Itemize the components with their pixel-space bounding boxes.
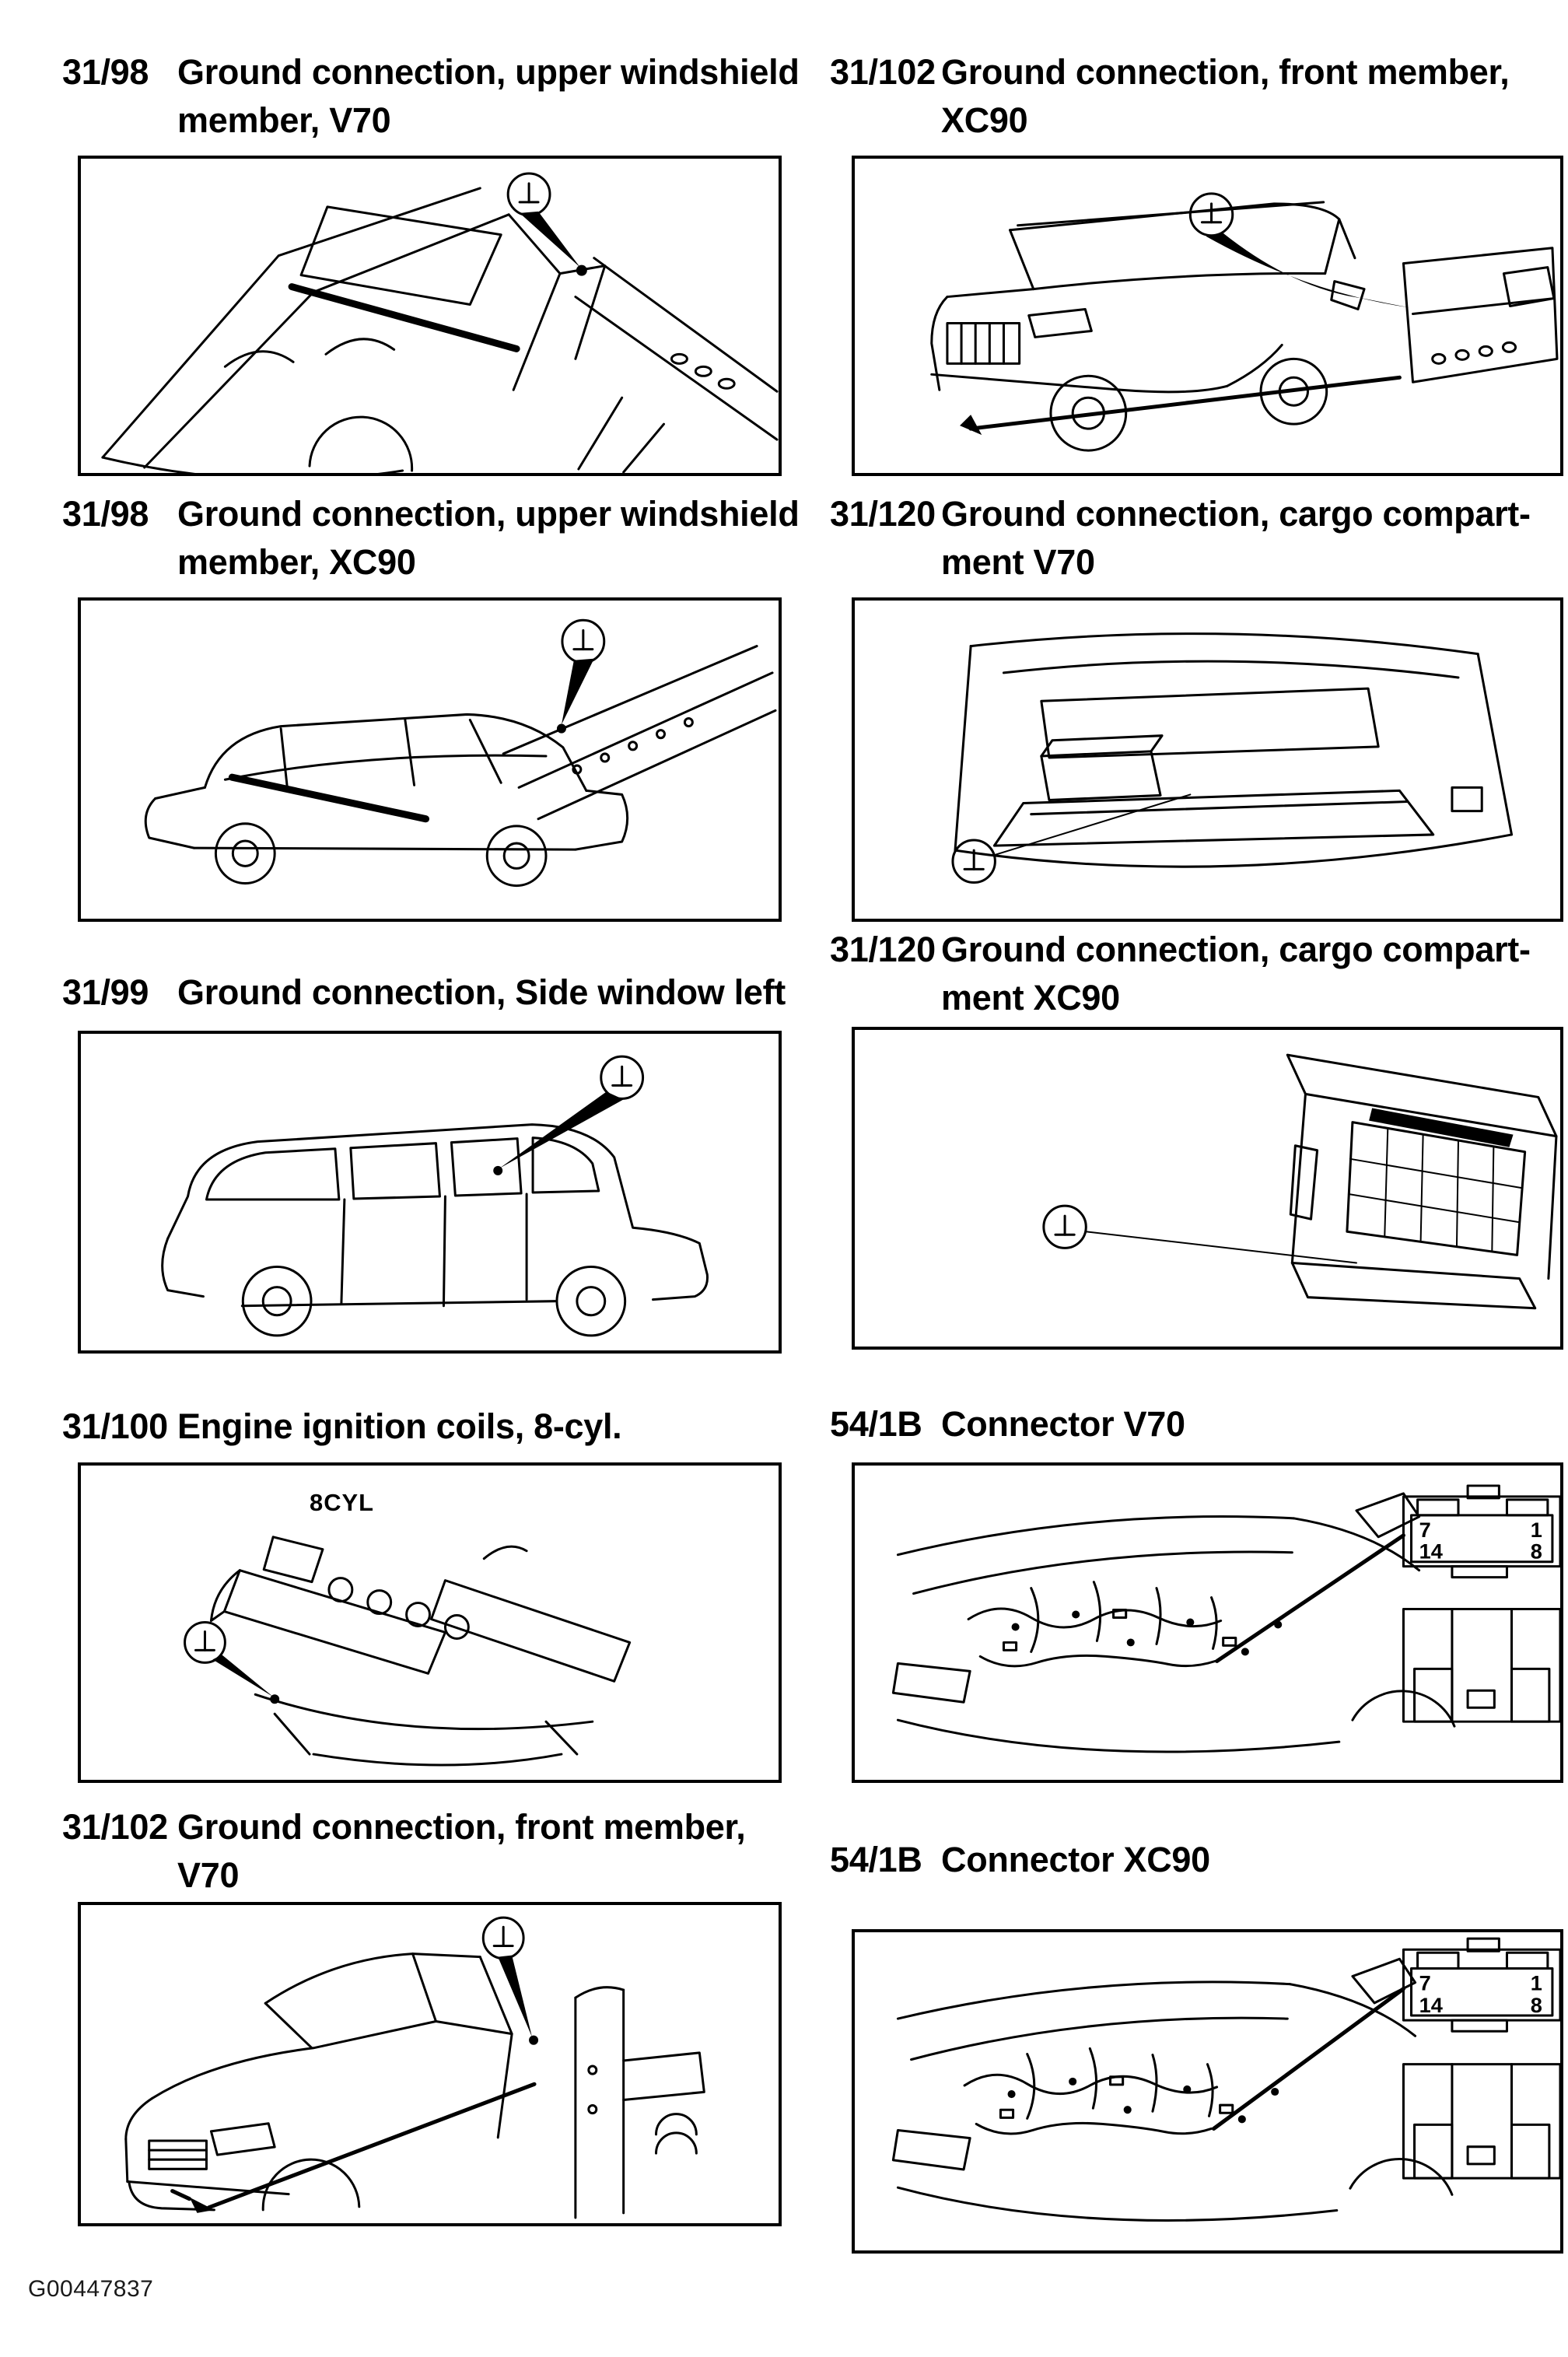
figure-title: Engine ignition coils, 8-cyl. <box>177 1406 622 1446</box>
figure-illustration-xc90-cargo-compartment <box>855 1030 1560 1347</box>
figure-heading <box>830 1400 1553 1448</box>
engine-cylinder-label: 8CYL <box>310 1488 374 1516</box>
figure-code: 31/98 <box>62 52 149 92</box>
figure-title: Ground connection, upper windshield member, V70 <box>177 52 800 140</box>
figure-code: 31/102 <box>62 1807 168 1847</box>
figure-id-code: G00447837 <box>28 2276 154 2302</box>
connector-side-view <box>1403 2065 1560 2178</box>
figure-frame <box>78 597 782 922</box>
figure-illustration-v70-front-member <box>81 1905 779 2223</box>
figure-illustration-connector-xc90 <box>855 1932 1560 2250</box>
figure-heading <box>830 490 1553 587</box>
figure-heading <box>830 1836 1553 1884</box>
figure-code: 31/120 <box>830 930 936 969</box>
connector-pin-box <box>1403 1938 1560 2031</box>
pin-label-bottom-left: 14 <box>1419 1992 1443 2018</box>
figure-code: 31/99 <box>62 972 149 1012</box>
ground-symbol-icon <box>483 1917 538 2045</box>
figure-title: Ground connection, front member, XC90 <box>941 52 1510 140</box>
figure-illustration-v70-windshield-member <box>81 159 779 473</box>
figure-illustration-v70-cargo-compartment <box>855 601 1560 919</box>
pin-label-top-right: 1 <box>1530 1517 1542 1542</box>
figure-code: 31/102 <box>830 52 936 92</box>
figure-illustration-connector-v70 <box>855 1466 1560 1780</box>
figure-code: 54/1B <box>830 1840 922 1879</box>
connector-side-view <box>1403 1609 1560 1722</box>
figure-frame <box>852 156 1563 476</box>
figure-heading <box>62 1803 778 1900</box>
figure-illustration-engine-ignition-coils <box>81 1466 779 1780</box>
pin-label-top-right: 1 <box>1530 1970 1542 1995</box>
figure-illustration-xc90-front-member <box>855 159 1560 473</box>
pin-label-top-left: 7 <box>1419 1970 1431 1995</box>
figure-heading <box>830 926 1553 1022</box>
figure-code: 31/120 <box>830 494 936 534</box>
figure-code: 54/1B <box>830 1404 922 1444</box>
figure-heading <box>62 490 800 587</box>
figure-title: Ground connection, upper windshield member, XC90 <box>177 494 800 582</box>
ground-symbol-icon <box>953 794 1190 882</box>
connector-pin-box <box>1403 1486 1560 1578</box>
figure-frame <box>852 1027 1563 1350</box>
figure-code: 31/100 <box>62 1406 168 1446</box>
figure-heading <box>62 48 800 145</box>
figure-frame <box>852 597 1563 922</box>
figure-frame <box>852 1929 1563 2254</box>
figure-frame <box>852 1462 1563 1783</box>
figure-title: Ground connection, cargo compart- ment XC90 <box>941 930 1531 1017</box>
figure-title: Ground connection, cargo compart- ment V70 <box>941 494 1531 582</box>
figure-code: 31/98 <box>62 494 149 534</box>
figure-title: Connector XC90 <box>941 1840 1210 1879</box>
figure-title: Ground connection, front member, V70 <box>177 1807 746 1895</box>
figure-frame <box>78 156 782 476</box>
figure-title: Ground connection, Side window left <box>177 972 786 1012</box>
figure-heading <box>62 968 786 1017</box>
figure-frame <box>78 1462 782 1783</box>
figure-title: Connector V70 <box>941 1404 1185 1444</box>
figure-heading <box>830 48 1553 145</box>
ground-symbol-icon <box>493 1056 642 1175</box>
ground-symbol-icon <box>1044 1206 1356 1263</box>
pin-label-top-left: 7 <box>1419 1517 1431 1542</box>
ground-symbol-icon <box>557 620 604 733</box>
figure-frame <box>78 1902 782 2226</box>
figure-frame <box>78 1031 782 1354</box>
figure-illustration-v70-side-window <box>81 1034 779 1350</box>
figure-illustration-xc90-windshield-member <box>81 601 779 919</box>
pin-label-bottom-right: 8 <box>1530 1539 1542 1564</box>
figure-heading <box>62 1403 778 1451</box>
ground-symbol-icon <box>185 1623 280 1704</box>
pin-label-bottom-left: 14 <box>1419 1539 1443 1564</box>
pin-label-bottom-right: 8 <box>1530 1992 1542 2018</box>
